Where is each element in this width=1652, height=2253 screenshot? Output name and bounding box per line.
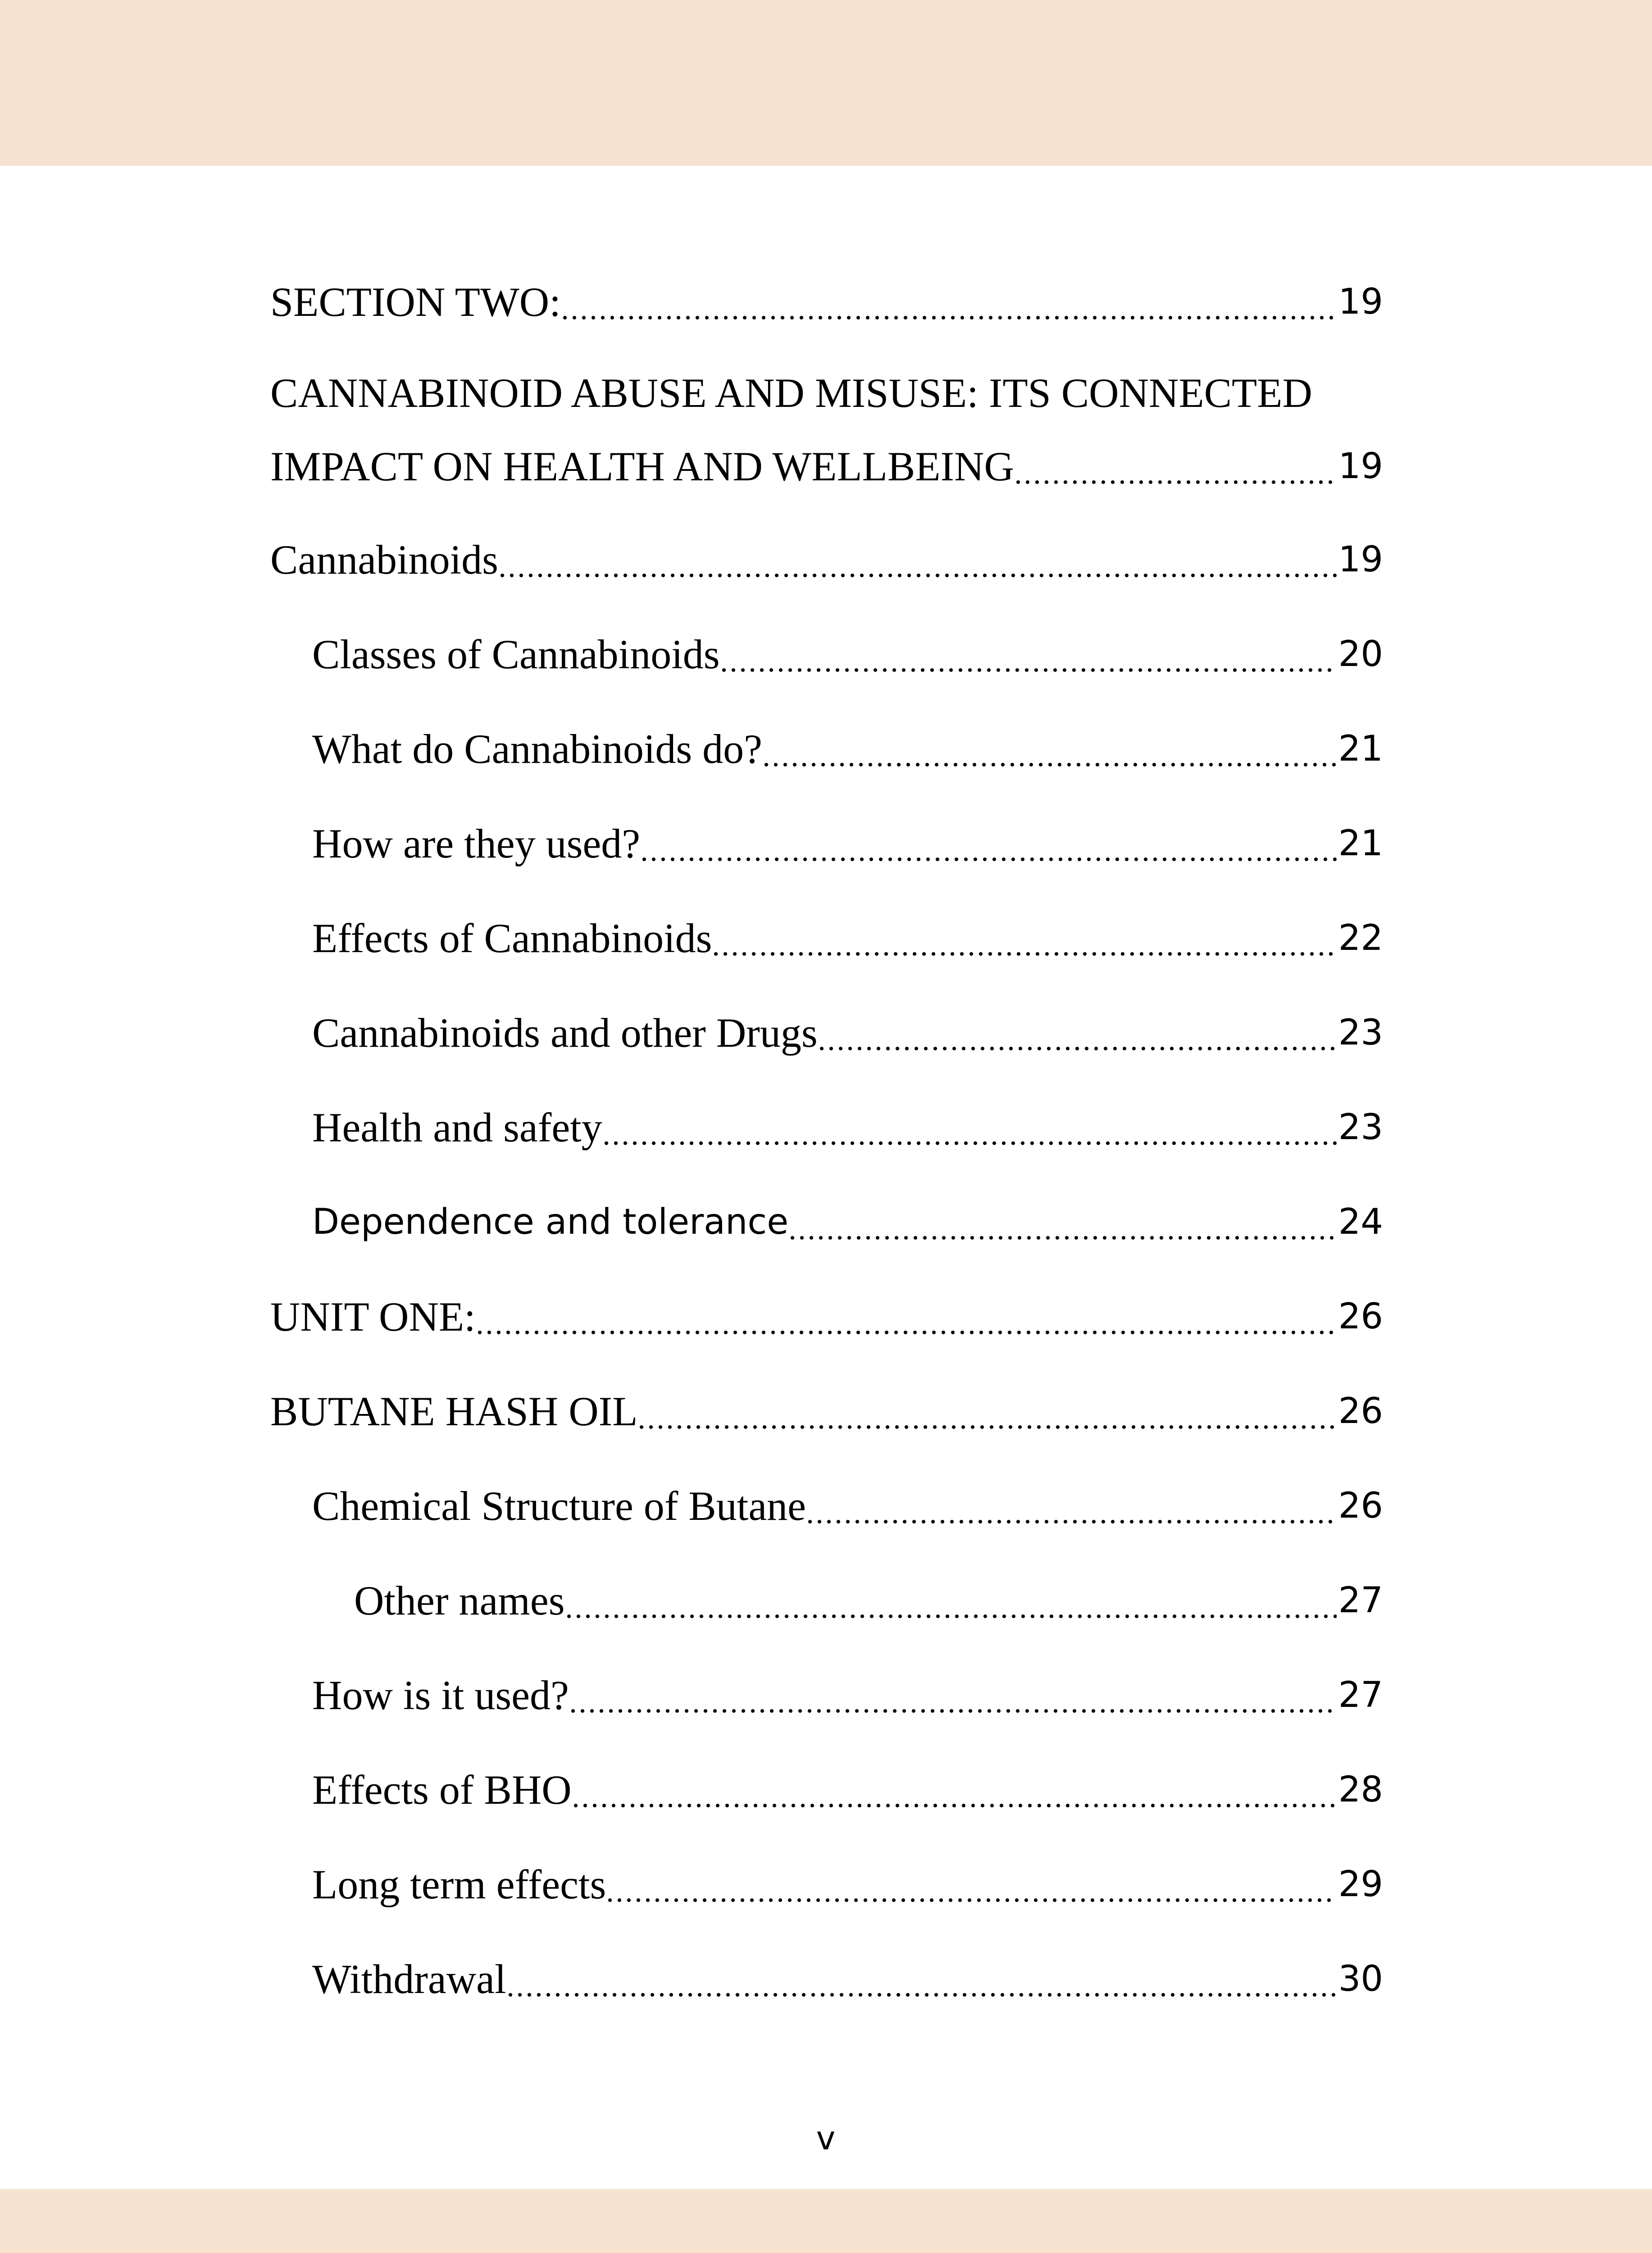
toc-entry-title: Other names [354, 1578, 565, 1624]
toc-entry-page: 22 [1338, 918, 1383, 958]
dot-leader [500, 528, 1337, 591]
toc-entry-page: 20 [1338, 634, 1383, 675]
toc-entry-effects-of-cannabinoids[interactable] [312, 907, 1383, 970]
toc-entry-title: How is it used? [312, 1672, 569, 1718]
toc-entry-unit-one[interactable] [270, 1285, 1383, 1348]
toc-entry-page: 21 [1338, 729, 1383, 769]
toc-entry-title: Dependence and tolerance [312, 1202, 789, 1242]
toc-entry-page: 26 [1338, 1486, 1383, 1526]
toc-entry-title: UNIT ONE: [270, 1294, 476, 1340]
toc-entry-page: 21 [1338, 823, 1383, 864]
dot-leader [642, 812, 1337, 875]
dot-leader [790, 1190, 1336, 1254]
toc-entry-page: 29 [1338, 1864, 1383, 1905]
toc-entry-title: BUTANE HASH OIL [270, 1388, 638, 1434]
dot-leader [478, 1285, 1337, 1348]
page-number: v [816, 2119, 836, 2157]
toc-entry-title: What do Cannabinoids do? [312, 726, 763, 772]
dot-leader [508, 1947, 1337, 2011]
dot-leader [639, 1380, 1336, 1443]
toc-entry-classes-of-cannabinoids[interactable] [312, 623, 1383, 686]
toc-entry-title: SECTION TWO: [270, 279, 561, 325]
toc-entry-title: How are they used? [312, 821, 641, 867]
toc-entry-page: 26 [1338, 1296, 1383, 1337]
toc-entry-title: Cannabinoids [270, 537, 498, 583]
toc-entry-title: Effects of Cannabinoids [312, 915, 712, 961]
toc-entry-dependence-and-tolerance[interactable] [312, 1190, 1383, 1254]
dot-leader [573, 1758, 1337, 1821]
toc-entry-cannabinoids[interactable] [270, 528, 1383, 591]
toc-entry-effects-of-bho[interactable] [312, 1758, 1383, 1821]
toc-entry-page: 27 [1338, 1580, 1383, 1621]
toc-entry-page: 30 [1338, 1959, 1383, 1999]
toc-entry-how-are-they-used[interactable] [312, 812, 1383, 875]
toc-entry-page: 19 [1338, 446, 1383, 487]
toc-entry-page: 19 [1338, 539, 1383, 580]
toc-entry-cannabinoid-abuse[interactable] [270, 435, 1383, 498]
toc-entry-title: IMPACT ON HEALTH AND WELLBEING [270, 443, 1014, 489]
toc-entry-how-is-it-used[interactable] [312, 1664, 1383, 1727]
dot-leader [563, 270, 1337, 333]
toc-entry-title: Cannabinoids and other Drugs [312, 1010, 818, 1056]
toc-entry-page: 23 [1338, 1107, 1383, 1148]
dot-leader [1016, 435, 1337, 498]
dot-leader [808, 1474, 1337, 1537]
dot-leader [567, 1569, 1337, 1632]
toc-entry-section-two[interactable] [270, 270, 1383, 333]
toc-entry-health-and-safety[interactable] [312, 1096, 1383, 1159]
dot-leader [604, 1096, 1337, 1159]
toc-entry-long-term-effects[interactable] [312, 1853, 1383, 1916]
toc-entry-title-line1: CANNABINOID ABUSE AND MISUSE: ITS CONNECTED [270, 370, 1312, 416]
dot-leader [571, 1664, 1337, 1727]
toc-entry-title: Classes of Cannabinoids [312, 631, 720, 677]
toc-entry-page: 19 [1338, 282, 1383, 322]
dot-leader [714, 907, 1336, 970]
toc-entry-butane-hash-oil[interactable] [270, 1380, 1383, 1443]
toc-entry-title: Health and safety [312, 1104, 602, 1150]
dot-leader [764, 717, 1337, 780]
footer-band [0, 2189, 1652, 2253]
toc-entry-title: Effects of BHO [312, 1767, 572, 1813]
toc-entry-page: 24 [1338, 1202, 1383, 1242]
toc-entry-what-do-cannabinoids-do[interactable] [312, 717, 1383, 780]
toc-entry-page: 26 [1338, 1391, 1383, 1432]
toc-entry-title: Chemical Structure of Butane [312, 1483, 806, 1529]
table-of-contents [270, 0, 1383, 2118]
toc-entry-page: 28 [1338, 1770, 1383, 1810]
toc-entry-page: 23 [1338, 1012, 1383, 1053]
toc-entry-page: 27 [1338, 1675, 1383, 1715]
dot-leader [608, 1853, 1336, 1916]
toc-entry-title: Long term effects [312, 1861, 606, 1907]
dot-leader [722, 623, 1337, 686]
toc-entry-cannabinoids-and-other-drugs[interactable] [312, 1001, 1383, 1064]
toc-entry-title: Withdrawal [312, 1956, 506, 2002]
toc-entry-withdrawal[interactable] [312, 1947, 1383, 2011]
toc-entry-other-names[interactable] [354, 1569, 1383, 1632]
dot-leader [819, 1001, 1337, 1064]
toc-entry-chemical-structure-of-butane[interactable] [312, 1474, 1383, 1537]
